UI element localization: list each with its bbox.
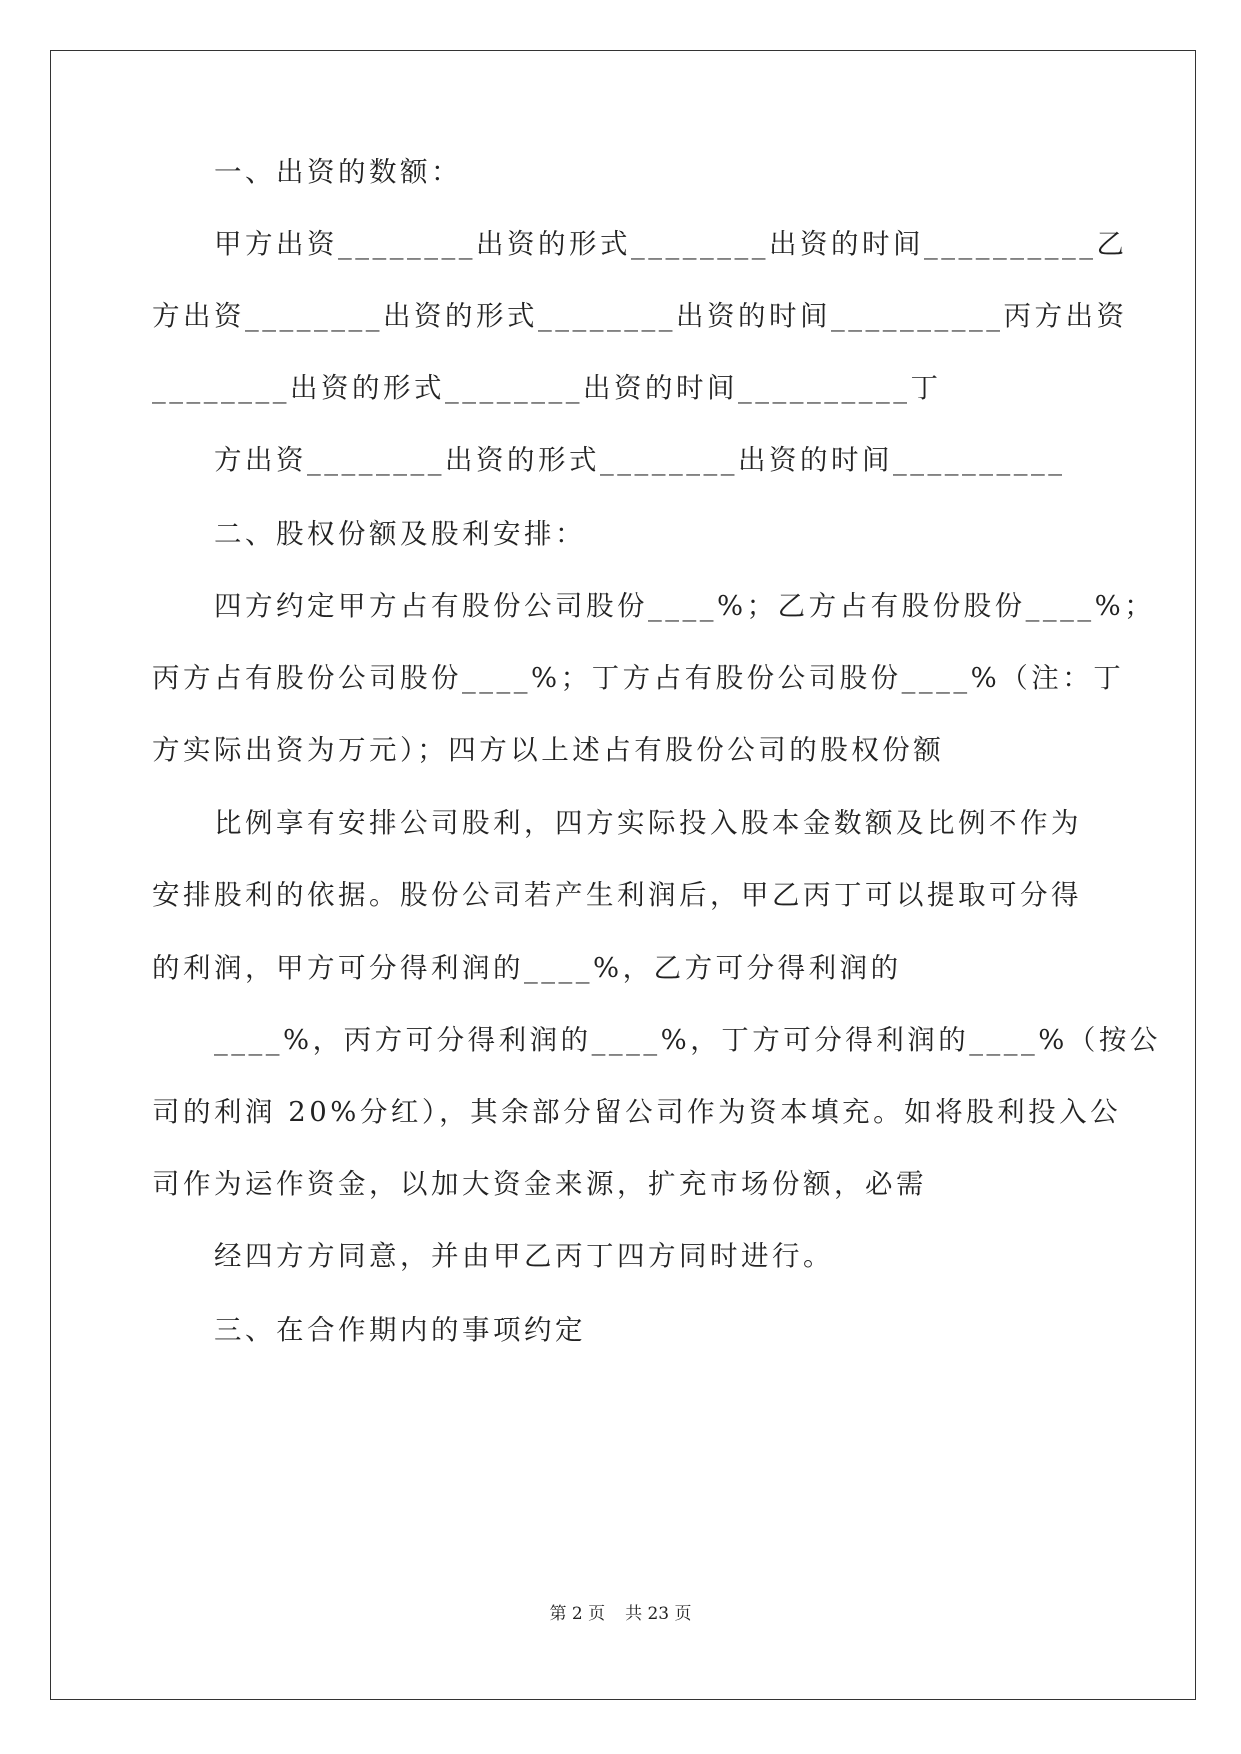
paragraph-line: ____%，丙方可分得利润的____%，丁方可分得利润的____%（按公	[214, 1024, 1161, 1056]
paragraph-line: 方出资________出资的形式________出资的时间__________丙方出资	[152, 300, 1128, 332]
page-number: 第 2 页	[549, 1604, 606, 1624]
paragraph-line: 方实际出资为万元）；四方以上述占有股份公司的股权份额	[152, 734, 945, 766]
paragraph-line: 司作为运作资金，以加大资金来源，扩充市场份额，必需	[152, 1168, 927, 1200]
page-total: 共 23 页	[625, 1604, 692, 1624]
paragraph-line: 方出资________出资的形式________出资的时间__________	[214, 444, 1066, 476]
section-heading-2: 二、股权份额及股利安排：	[214, 518, 586, 550]
paragraph-line: 甲方出资________出资的形式________出资的时间__________乙	[214, 228, 1128, 260]
paragraph-line: 经四方方同意，并由甲乙丙丁四方同时进行。	[214, 1240, 834, 1272]
paragraph-line: 比例享有安排公司股利，四方实际投入股本金数额及比例不作为	[214, 807, 1082, 839]
section-heading-3: 三、在合作期内的事项约定	[214, 1314, 586, 1346]
paragraph-line: 安排股利的依据。股份公司若产生利润后，甲乙丙丁可以提取可分得	[152, 879, 1082, 911]
paragraph-line: 司的利润 20%分红），其余部分留公司作为资本填充。如将股利投入公	[152, 1096, 1122, 1128]
paragraph-line: 的利润，甲方可分得利润的____%，乙方可分得利润的	[152, 952, 902, 984]
paragraph-line: 丙方占有股份公司股份____%；丁方占有股份公司股份____%（注：丁	[152, 662, 1125, 694]
page-footer	[0, 1602, 1241, 1626]
paragraph-line: 四方约定甲方占有股份公司股份____%；乙方占有股份股份____%；	[214, 590, 1156, 622]
section-heading-1: 一、出资的数额：	[214, 156, 462, 188]
paragraph-line: ________出资的形式________出资的时间__________丁	[152, 372, 942, 404]
